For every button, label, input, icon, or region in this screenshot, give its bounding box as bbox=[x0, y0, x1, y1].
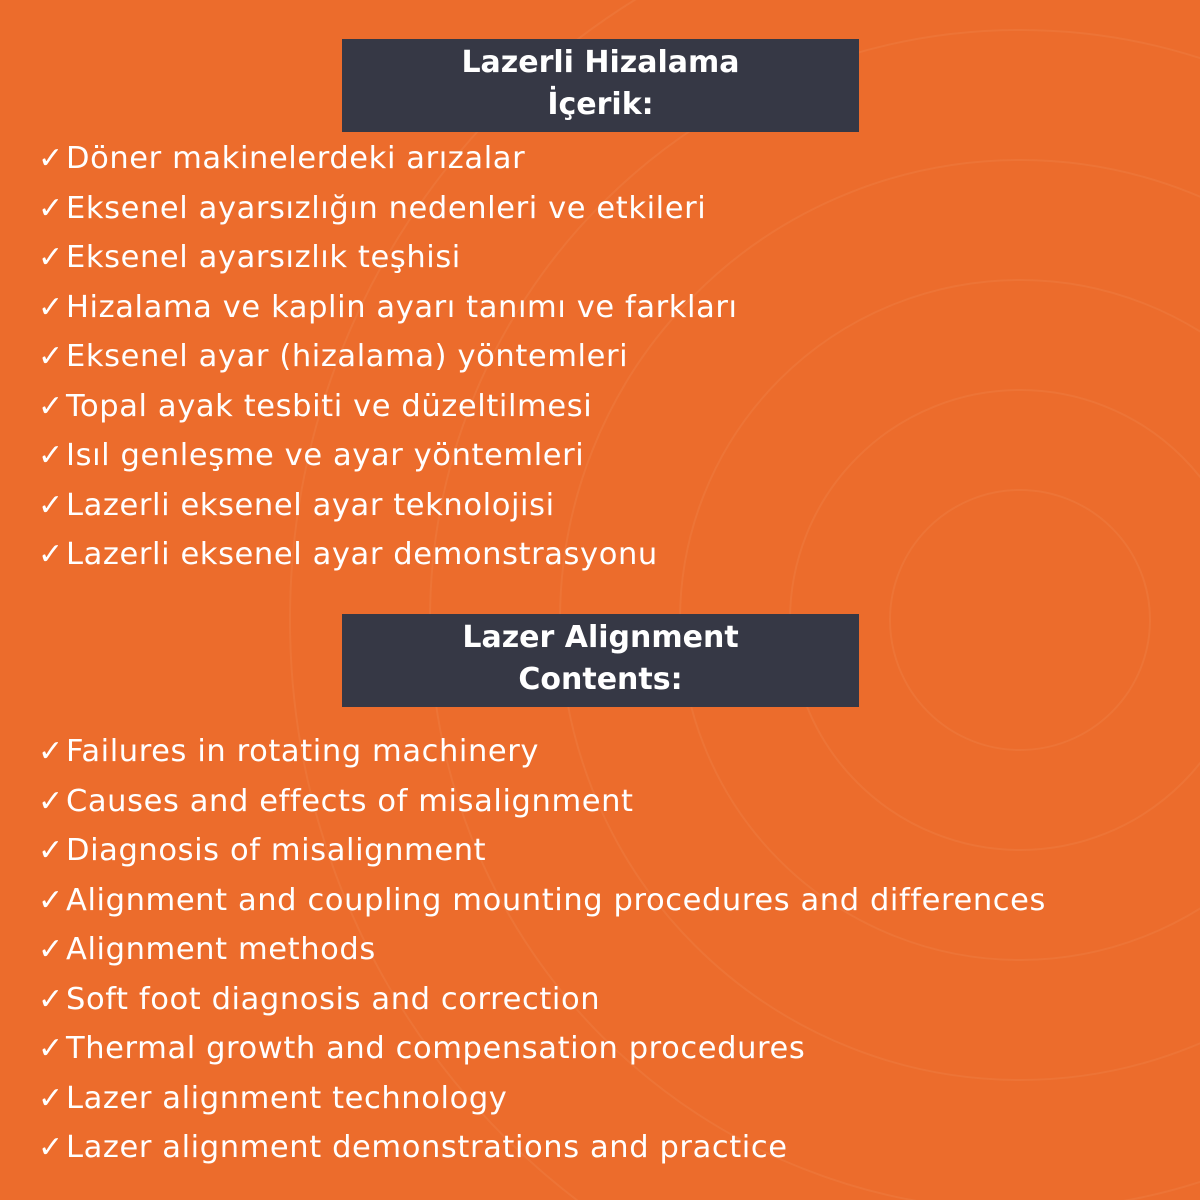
check-icon: ✓ bbox=[38, 487, 64, 523]
english-title-line1: Lazer Alignment bbox=[462, 620, 739, 655]
turkish-title-line2: İçerik: bbox=[547, 87, 654, 122]
list-item bbox=[38, 283, 738, 333]
list-item bbox=[38, 925, 1046, 975]
list-item bbox=[38, 382, 738, 432]
check-icon: ✓ bbox=[38, 734, 64, 769]
list-item bbox=[38, 233, 738, 283]
list-item-text: Isıl genleşme ve ayar yöntemleri bbox=[66, 438, 585, 473]
list-item-text: Causes and effects of misalignment bbox=[66, 783, 634, 819]
list-item-text: Lazer alignment demonstrations and practice bbox=[66, 1130, 788, 1165]
turkish-title-line1: Lazerli Hizalama bbox=[461, 45, 740, 80]
check-icon: ✓ bbox=[38, 289, 64, 325]
list-item-text: Thermal growth and compensation procedures bbox=[66, 1031, 806, 1066]
check-icon: ✓ bbox=[38, 783, 64, 819]
check-icon: ✓ bbox=[38, 339, 64, 374]
list-item-text: Döner makinelerdeki arızalar bbox=[66, 141, 526, 176]
list-item-text: Topal ayak tesbiti ve düzeltilmesi bbox=[66, 388, 593, 424]
turkish-title-box bbox=[342, 39, 859, 132]
check-icon: ✓ bbox=[38, 981, 64, 1017]
list-item bbox=[38, 1024, 1046, 1074]
check-icon: ✓ bbox=[38, 1080, 64, 1116]
list-item bbox=[38, 332, 738, 382]
list-item bbox=[38, 975, 1046, 1025]
list-item-text: Eksenel ayarsızlık teşhisi bbox=[66, 240, 461, 275]
check-icon: ✓ bbox=[38, 882, 64, 918]
list-item-text: Diagnosis of misalignment bbox=[66, 833, 487, 868]
english-content-list bbox=[38, 727, 1046, 1173]
list-item bbox=[38, 431, 738, 481]
list-item bbox=[38, 481, 738, 531]
list-item-text: Lazerli eksenel ayar demonstrasyonu bbox=[66, 537, 658, 572]
turkish-content-list bbox=[38, 134, 738, 580]
english-title-line2: Contents: bbox=[518, 662, 683, 697]
check-icon: ✓ bbox=[38, 1031, 64, 1066]
check-icon: ✓ bbox=[38, 932, 64, 967]
list-item bbox=[38, 530, 738, 580]
list-item-text: Eksenel ayarsızlığın nedenleri ve etkileri bbox=[66, 190, 707, 226]
check-icon: ✓ bbox=[38, 141, 64, 176]
list-item bbox=[38, 727, 1046, 777]
list-item bbox=[38, 1074, 1046, 1124]
check-icon: ✓ bbox=[38, 833, 64, 868]
check-icon: ✓ bbox=[38, 537, 64, 572]
check-icon: ✓ bbox=[38, 438, 64, 473]
list-item bbox=[38, 1123, 1046, 1173]
check-icon: ✓ bbox=[38, 388, 64, 424]
list-item bbox=[38, 876, 1046, 926]
list-item-text: Alignment and coupling mounting procedures and differences bbox=[66, 882, 1047, 918]
english-title-box bbox=[342, 614, 859, 707]
list-item bbox=[38, 826, 1046, 876]
list-item-text: Alignment methods bbox=[66, 932, 376, 967]
list-item bbox=[38, 184, 738, 234]
list-item-text: Eksenel ayar (hizalama) yöntemleri bbox=[66, 339, 629, 374]
check-icon: ✓ bbox=[38, 190, 64, 226]
list-item-text: Hizalama ve kaplin ayarı tanımı ve farkları bbox=[66, 289, 738, 325]
list-item-text: Soft foot diagnosis and correction bbox=[66, 981, 601, 1017]
list-item-text: Failures in rotating machinery bbox=[66, 734, 540, 769]
check-icon: ✓ bbox=[38, 1130, 64, 1165]
list-item bbox=[38, 777, 1046, 827]
list-item-text: Lazerli eksenel ayar teknolojisi bbox=[66, 487, 555, 523]
list-item bbox=[38, 134, 738, 184]
list-item-text: Lazer alignment technology bbox=[66, 1080, 508, 1116]
check-icon: ✓ bbox=[38, 240, 64, 275]
